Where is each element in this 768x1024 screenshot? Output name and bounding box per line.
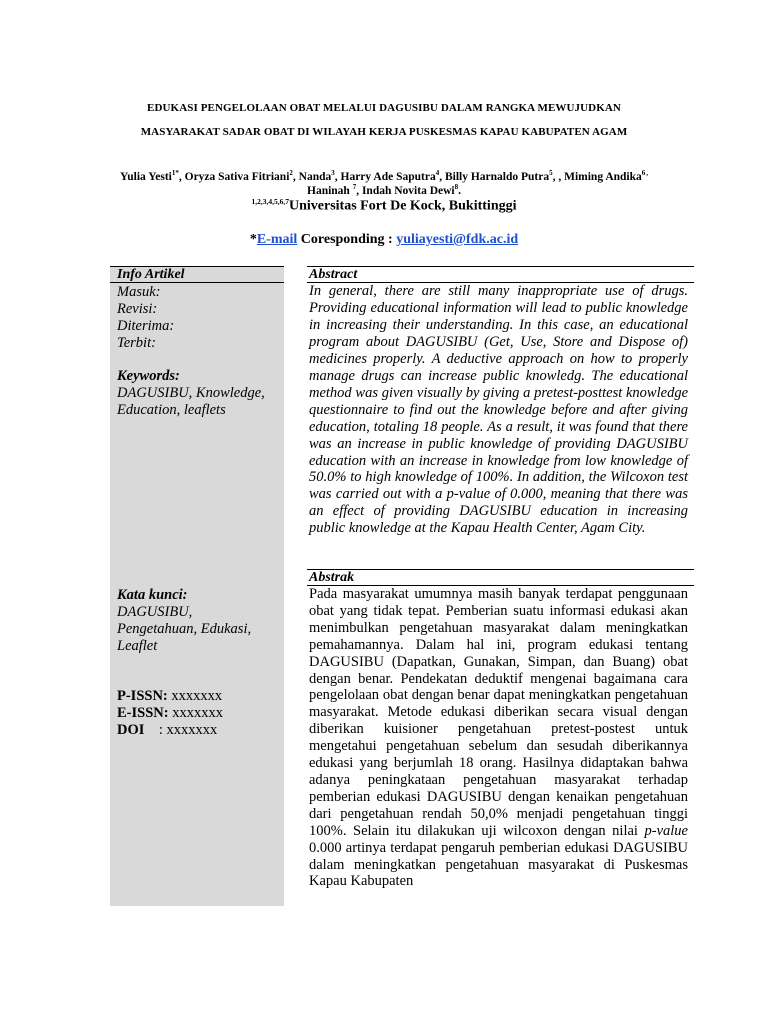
affiliation-text: Universitas Fort De Kock, Bukittinggi [289, 198, 517, 214]
pissn-row [117, 688, 223, 705]
abstract-english-text: In general, there are still many inappropriate use of drugs. Providing educational information will lead to public knowledge in increasing their understanding. In this case, an educational program about DAGUSIBU (Get, Use, Store and Dispose of) medicines properly. A deductive approach on how to properly manage drugs can increase public knowledg. The educational method was given visually by giving a pretest-posttest knowledge questionnaire to find out the knowledge before and after giving education, totaling 18 people. As a result, it was found that there was an increase in public knowledge of providing DAGUSIBU education with an increase in knowledge from low knowledge of 50.0% to high knowledge of 100%. In addition, the Wilcoxon test was carried out with a p-value of 0.000, meaning that there was an effect of providing DAGUSIBU education in increasing public knowledge at the Kapau Health Center, Agam City. [309, 283, 688, 537]
date-terbit: Terbit: [117, 335, 156, 351]
paper-title-line-1: EDUKASI PENGELOLAAN OBAT MELALUI DAGUSIBU DALAM RANGKA MEWUJUDKAN [147, 102, 621, 114]
author-sup: 4 [435, 169, 440, 178]
abstrak-text-part-1: Pada masyarakat umumnya masih banyak terdapat penggunaan obat yang tidak tepat. Pemberian suatu informasi edukasi akan menimbulkan pengetahuan masyarakat dalam meningkatkan pemahamannya. Dalam hal ini, program edukasi tentang DAGUSIBU (Dapatkan, Gunakan, Simpan, dan Buang) obat dengan benar. Pendekatan deduktif mengenai bagaimana cara pengelolaan obat dengan benar dapat meningkatkan pengetahuan masyarakat. Metode edukasi diberikan secara visual dengan diberikan kuisioner pengetahuan pretest-postest untuk mengetahui pengetahuan sebelum dan sesudah diberikannya edukasi yang berjumlah 18 orang. Hasilnya didaptakan bahwa adanya peningkataan pengetahuan masyarakat terhadap pemberian edukasi DAGUSIBU dengan kenaikan pengetahuan dari pengetahuan rendah 50,0% menjadi pengetahuan tinggi 100%. Selain itu dilakukan uji wilcoxon dengan nilai [309, 586, 688, 839]
pissn-value: xxxxxxx [167, 688, 223, 704]
eissn-label: E-ISSN: [117, 705, 169, 721]
kata-kunci-block [117, 587, 251, 655]
abstrak-indonesian-text [309, 586, 688, 890]
kata-kunci-line-3: Leaflet [117, 638, 158, 654]
corresponding-email [100, 232, 668, 248]
author-name: Yulia Yesti [120, 171, 172, 183]
pissn-label: P-ISSN: [117, 688, 168, 704]
info-artikel-heading: Info Artikel [110, 266, 284, 283]
date-masuk: Masuk: [117, 284, 161, 300]
kata-kunci-label: Kata kunci: [117, 587, 188, 603]
paper-title-line-2: MASYARAKAT SADAR OBAT DI WILAYAH KERJA PUSKESMAS KAPAU KABUPATEN AGAM [140, 126, 628, 138]
keywords-line-2: Education, leaflets [117, 402, 226, 418]
identifiers-block [117, 688, 223, 739]
doi-row [117, 722, 223, 739]
doi-label: DOI [117, 722, 145, 738]
email-prefix: * [249, 232, 257, 247]
kata-kunci-line-2: Pengetahuan, Edukasi, [117, 621, 252, 637]
email-label-link[interactable]: E-mail [256, 232, 298, 247]
author-name: Haninah [307, 185, 350, 197]
affiliation [100, 197, 668, 215]
eissn-row [117, 705, 223, 722]
doi-value: : xxxxxxx [144, 722, 218, 738]
keywords-block [117, 368, 265, 419]
eissn-value: xxxxxxx [168, 705, 223, 721]
author-name: Indah Novita Dewi [361, 185, 455, 197]
author-sup: 2 [289, 169, 293, 178]
author-name: Billy Harnaldo Putra [444, 171, 550, 183]
author-name: Harry Ade Saputra [340, 171, 436, 183]
author-sup: 6 [641, 169, 646, 178]
keywords-label: Keywords: [117, 368, 180, 384]
affiliation-sup: 1,2,3,4,5,6,7 [251, 197, 289, 206]
email-middle-text: Coresponding : [297, 232, 397, 247]
author-sup: 7 [352, 183, 357, 192]
info-artikel-panel [110, 266, 284, 906]
author-sup: 8 [454, 183, 459, 192]
kata-kunci-line-1: DAGUSIBU, [117, 604, 193, 620]
email-address-link[interactable]: yuliayesti@fdk.ac.id [396, 232, 519, 247]
keywords-line-1: DAGUSIBU, Knowledge, [117, 385, 265, 401]
author-sup: 1* [171, 169, 179, 178]
author-name: Miming Andika [564, 171, 642, 183]
date-diterima: Diterima: [117, 318, 175, 334]
abstrak-text-italic: p-value [644, 822, 688, 839]
author-list: Yulia Yesti$^{1*}$, Oryza Sativa Fitriani$^2$, Nanda$^3$, Harry Ade Saputra$^4$, Billy Harnaldo Putra$^5$, , Miming Andika$^6$ , Haninah $^7$, Indah Novita Dewi$^8$. [120, 169, 648, 197]
abstrak-heading: Abstrak [307, 569, 694, 586]
article-dates [117, 284, 174, 352]
abstract-heading: Abstract [307, 266, 694, 283]
author-name: Nanda [298, 171, 332, 183]
author-name: Oryza Sativa Fitriani [184, 171, 290, 183]
abstrak-text-part-2: 0.000 artinya terdapat pengaruh pemberian edukasi DAGUSIBU dalam meningkatkan pengetahuan masyarakat di Puskesmas Kapau Kabupaten [309, 839, 688, 890]
author-sup: 3 [331, 169, 335, 178]
date-revisi: Revisi: [117, 301, 158, 317]
author-sup: 5 [549, 169, 553, 178]
